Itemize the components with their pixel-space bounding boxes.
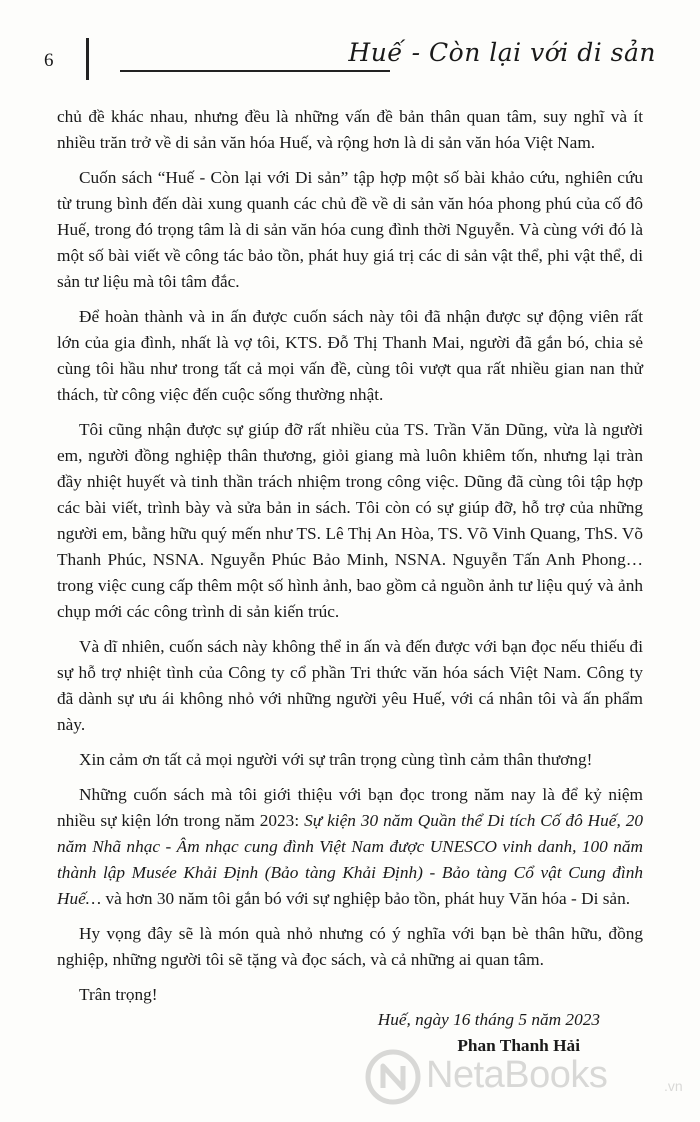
paragraph: Hy vọng đây sẽ là món quà nhỏ nhưng có ý nghĩa với bạn bè thân hữu, đồng nghiệp, những người tôi sẽ tặng và đọc sách, và cả những ai quan tâm. [57,924,643,969]
paragraph-italic-events: Sự kiện 30 năm Quần thể Di tích Cố đô Huế, 20 năm Nhã nhạc - Âm nhạc cung đình Việt Nam được UNESCO vinh danh, 100 năm thành lập Musée Khải Định (Bảo tàng Khải Định) - Bảo tàng Cổ vật Cung đình Huế… [57,811,644,908]
watermark [364,1044,694,1114]
paragraph-anniversaries [57,782,643,912]
netabooks-n-logo-icon [364,1048,422,1106]
paragraph: Cuốn sách “Huế - Còn lại với Di sản” tập hợp một số bài khảo cứu, nghiên cứu từ trung bình đến dài xung quanh các chủ đề về di sản văn hóa phong phú của cố đô Huế, trong đó trọng tâm là di sản văn hóa cung đình thời Nguyễn. Và cùng với đó là một số bài viết về công tác bảo tồn, phát huy giá trị các di sản vật thể, phi vật thể, di sản tư liệu mà tôi tâm đắc. [57,168,643,291]
paragraph: Tôi cũng nhận được sự giúp đỡ rất nhiều của TS. Trần Văn Dũng, vừa là người em, người đồng nghiệp thân thương, giỏi giang mà luôn khiêm tốn, nhưng lại tràn đầy nhiệt huyết và tinh thần trách nhiệm trong công việc. Dũng đã cùng tôi tập hợp các bài viết, trình bày và sửa bản in sách. Tôi còn có sự giúp đỡ, hỗ trợ của những người em, bằng hữu quý mến như TS. Lê Thị An Hòa, TS. Võ Vinh Quang, ThS. Võ Thanh Phúc, NSNA. Nguyễn Phúc Bảo Minh, NSNA. Nguyễn Tấn Anh Phong… trong việc cung cấp thêm một số hình ảnh, bao gồm cả nguồn ảnh tư liệu quý và ảnh chụp mới các công trình di sản kiến trúc. [57,420,643,621]
dateline: Huế, ngày 16 tháng 5 năm 2023 [377,1010,600,1029]
body-text [57,104,643,1017]
closing-line: Trân trọng! [79,985,158,1004]
paragraph: Để hoàn thành và in ấn được cuốn sách này tôi đã nhận được sự động viên rất lớn của gia đình, nhất là vợ tôi, KTS. Đỗ Thị Thanh Mai, người đã gắn bó, chia sẻ cùng tôi hầu như trong tất cả mọi vấn đề, cùng tôi vượt qua rất nhiều gian nan thử thách, từ công việc đến cuộc sống thường nhật. [57,307,643,404]
page-number: 6 [44,50,54,71]
watermark-brand: NetaBooks [426,1054,608,1096]
running-title: Huế - Còn lại với di sản [348,38,656,67]
header-divider [86,38,89,80]
paragraph-lead: Những cuốn sách mà tôi giới thiệu với bạn đọc trong năm nay là để kỷ niệm nhiều sự kiện lớn trong năm 2023: [57,785,643,830]
watermark-tld: .vn [664,1078,683,1094]
paragraph: chủ đề khác nhau, nhưng đều là những vấn đề bản thân quan tâm, suy nghĩ và ít nhiều trăn trở về di sản văn hóa Huế, và rộng hơn là di sản văn hóa Việt Nam. [57,107,643,152]
paragraph: Và dĩ nhiên, cuốn sách này không thể in ấn và đến được với bạn đọc nếu thiếu đi sự hỗ trợ nhiệt tình của Công ty cổ phần Tri thức văn hóa sách Việt Nam. Công ty đã dành sự ưu ái không nhỏ với những người yêu Huế, với cá nhân tôi và ấn phẩm này. [57,637,643,734]
page-header [0,0,700,90]
paragraph-tail: và hơn 30 năm tôi gắn bó với sự nghiệp bảo tồn, phát huy Văn hóa - Di sản. [101,889,631,908]
header-rule [120,70,390,72]
paragraph: Xin cảm ơn tất cả mọi người với sự trân trọng cùng tình cảm thân thương! [79,750,593,769]
author-signature: Phan Thanh Hải [457,1036,580,1055]
